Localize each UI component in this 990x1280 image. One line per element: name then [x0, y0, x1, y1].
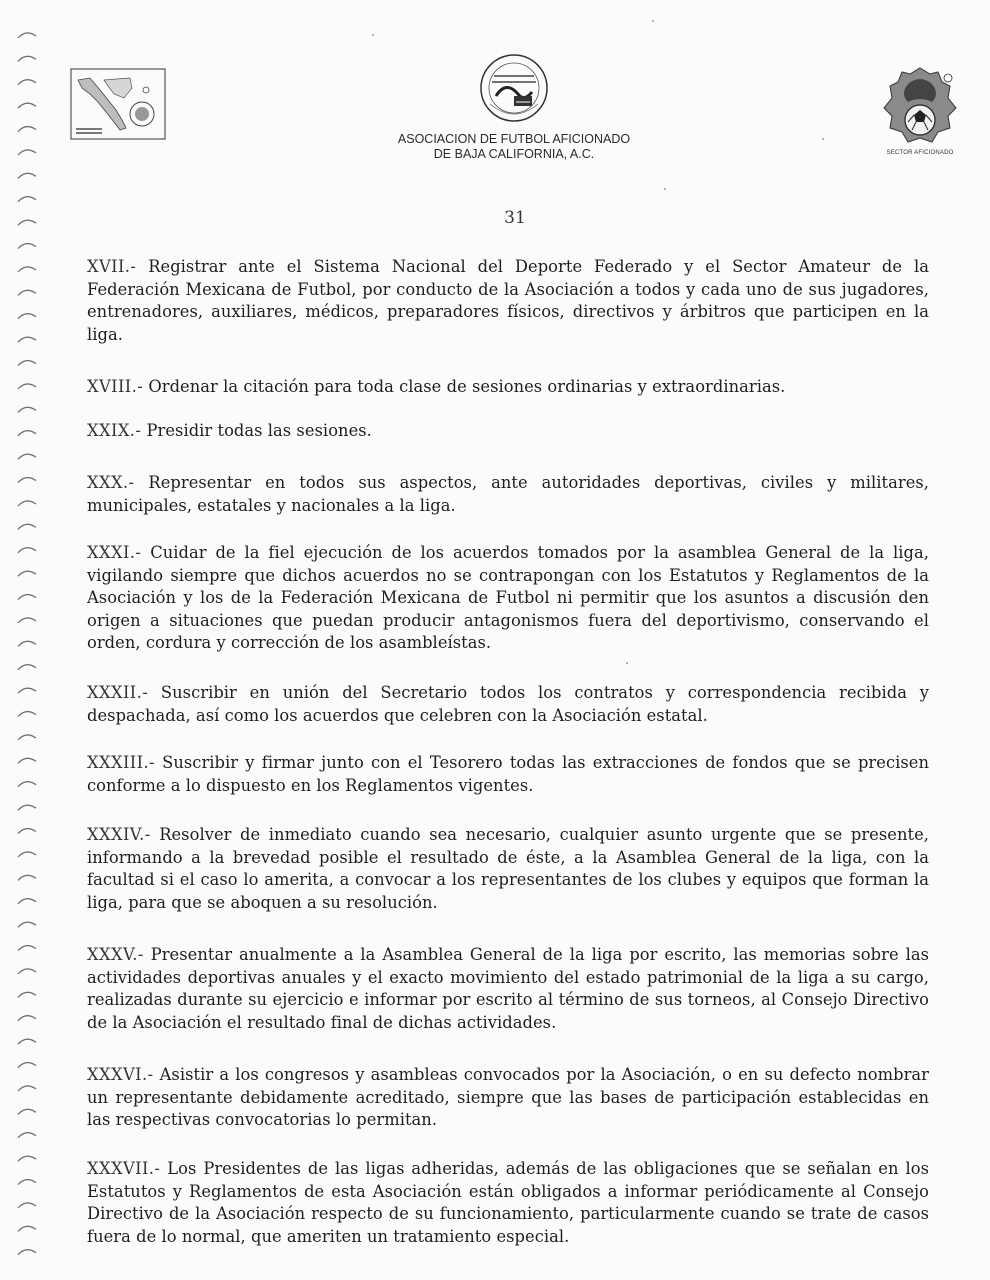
binding-hole-mark [18, 782, 36, 787]
binding-hole-mark [18, 875, 36, 880]
article-number: XXXIII.- [87, 753, 155, 772]
article-number: XXXVI.- [87, 1065, 154, 1084]
binding-hole-mark [18, 1133, 36, 1138]
binding-hole-mark [18, 244, 36, 249]
article-xxx [87, 472, 929, 517]
binding-hole-mark [18, 173, 36, 178]
article-number: XXXII.- [87, 683, 149, 702]
binding-hole-mark [18, 501, 36, 506]
binding-hole-mark [18, 431, 36, 436]
article-text: Presentar anualmente a la Asamblea General de la liga por escrito, las memorias sobre las actividades deportivas anuales y el exacto movimiento del estado patrimonial de la liga a su cargo, realizadas durante su ejercicio e informar por escrito al término de sus torneos, al Consejo Directivo de la Asociación el resultado final de dichas actividades. [87, 945, 929, 1032]
binding-hole-mark [18, 220, 36, 225]
binding-hole-mark [18, 1180, 36, 1185]
binding-hole-mark [18, 688, 36, 693]
binding-hole-mark [18, 852, 36, 857]
article-xxxiv [87, 824, 929, 914]
binding-hole-mark [18, 103, 36, 108]
binding-hole-mark [18, 829, 36, 834]
binding-hole-mark [18, 1203, 36, 1208]
org-name-line-2: DE BAJA CALIFORNIA, A.C. [433, 147, 595, 161]
binding-hole-mark [18, 922, 36, 927]
article-number: XXXV.- [87, 945, 144, 964]
binding-marks [14, 22, 44, 1272]
binding-hole-mark [18, 618, 36, 623]
organization-header [300, 132, 728, 162]
binding-hole-mark [18, 56, 36, 61]
article-number: XXIX.- [87, 421, 142, 440]
binding-hole-mark [18, 524, 36, 529]
article-text: Registrar ante el Sistema Nacional del Deporte Federado y el Sector Amateur de la Federación Mexicana de Futbol, por conducto de la Asociación a todos y cada uno de sus jugadores, entrenadores, auxiliares, médicos, preparadores físicos, directivos y árbitros que participen en la liga. [87, 257, 929, 344]
scan-speck [626, 662, 628, 664]
binding-hole-mark [18, 735, 36, 740]
article-xxxi [87, 542, 929, 655]
binding-hole-mark [18, 1063, 36, 1068]
article-number: XXXIV.- [87, 825, 151, 844]
binding-hole-mark [18, 899, 36, 904]
article-text: Resolver de inmediato cuando sea necesario, cualquier asunto urgente que se presente, informando a la brevedad posible el resultado de éste, a la Asamblea General de la liga, con la facultad si el caso lo amerita, a convocar a los representantes de los clubes y equipos que forman la liga, para que se aboquen a su resolución. [87, 825, 929, 912]
article-xvii [87, 256, 929, 346]
binding-hole-mark [18, 314, 36, 319]
article-text: Suscribir y firmar junto con el Tesorero todas las extracciones de fondos que se precisen conforme a lo dispuesto en los Reglamentos vigentes. [87, 753, 929, 795]
binding-hole-mark [18, 641, 36, 646]
binding-hole-mark [18, 267, 36, 272]
article-xxxii [87, 682, 929, 727]
futbol-mexicano-emblem [478, 52, 550, 124]
binding-hole-mark [18, 454, 36, 459]
article-number: XXX.- [87, 473, 135, 492]
binding-hole-mark [18, 946, 36, 951]
binding-hole-mark [18, 407, 36, 412]
binding-hole-mark [18, 1156, 36, 1161]
org-name-line-1: ASOCIACION DE FUTBOL AFICIONADO [397, 132, 631, 146]
scan-speck [652, 20, 654, 22]
page-number: 31 [504, 208, 526, 228]
binding-hole-mark [18, 548, 36, 553]
binding-hole-mark [18, 361, 36, 366]
binding-hole-mark [18, 197, 36, 202]
article-number: XXXVII.- [87, 1159, 161, 1178]
article-text: Asistir a los congresos y asambleas convocados por la Asociación, o en su defecto nombrar un representante debidamente acreditado, siempre que las bases de participación establecidas en las respectivas convocatorias lo permitan. [87, 1065, 929, 1130]
article-text: Suscribir en unión del Secretario todos los contratos y correspondencia recibida y despachada, así como los acuerdos que celebren con la Asociación estatal. [87, 683, 929, 725]
binding-hole-mark [18, 571, 36, 576]
binding-hole-mark [18, 33, 36, 38]
binding-hole-mark [18, 758, 36, 763]
binding-hole-mark [18, 478, 36, 483]
binding-hole-mark [18, 969, 36, 974]
article-xxxiii [87, 752, 929, 797]
sector-aficionado-crest [878, 64, 962, 162]
article-text: Ordenar la citación para toda clase de sesiones ordinarias y extraordinarias. [148, 377, 786, 396]
article-text: Presidir todas las sesiones. [146, 421, 372, 440]
binding-hole-mark [18, 1109, 36, 1114]
article-text: Representar en todos sus aspectos, ante autoridades deportivas, civiles y militares, municipales, estatales y nacionales a la liga. [87, 473, 930, 515]
binding-hole-mark [18, 805, 36, 810]
baja-california-map-logo [70, 68, 166, 140]
binding-hole-mark [18, 290, 36, 295]
article-xxxv [87, 944, 929, 1034]
binding-hole-mark [18, 992, 36, 997]
binding-hole-mark [18, 127, 36, 132]
binding-hole-mark [18, 665, 36, 670]
scan-speck [372, 34, 374, 36]
binding-hole-mark [18, 384, 36, 389]
binding-hole-mark [18, 1016, 36, 1021]
article-xxix [87, 420, 929, 443]
binding-hole-mark [18, 337, 36, 342]
scan-speck [664, 188, 666, 190]
article-number: XVII.- [87, 257, 137, 276]
binding-hole-mark [18, 80, 36, 85]
article-xxxvii [87, 1158, 929, 1248]
scan-speck [822, 138, 824, 140]
binding-hole-mark [18, 1250, 36, 1255]
binding-hole-mark [18, 712, 36, 717]
article-text: Cuidar de la fiel ejecución de los acuerdos tomados por la asamblea General de la liga, vigilando siempre que dichos acuerdos no se contrapongan con los Estatutos y Reglamentos de la Asociación y los de la Federación Mexicana de Futbol ni permitir que los asuntos a discusión den origen a situaciones que puedan producir antagonismos fuera del deportivismo, conservando el orden, cordura y corrección de los asambleístas. [87, 543, 929, 653]
binding-hole-mark [18, 595, 36, 600]
binding-hole-mark [18, 1039, 36, 1044]
binding-hole-mark [18, 150, 36, 155]
article-xviii [87, 376, 929, 399]
article-number: XXXI.- [87, 543, 142, 562]
article-text: Los Presidentes de las ligas adheridas, además de las obligaciones que se señalan en los Estatutos y Reglamentos de esta Asociación están obligados a informar periódicamente al Consejo Directivo de la Asociación respecto de su funcionamiento, particularmente cuando se trate de casos fuera de lo normal, que ameriten un tratamiento especial. [87, 1159, 929, 1246]
article-number: XVIII.- [87, 377, 144, 396]
binding-hole-mark [18, 1226, 36, 1231]
logo-caption: SECTOR AFICIONADO [886, 150, 954, 156]
binding-hole-mark [18, 1086, 36, 1091]
article-xxxvi [87, 1064, 929, 1132]
